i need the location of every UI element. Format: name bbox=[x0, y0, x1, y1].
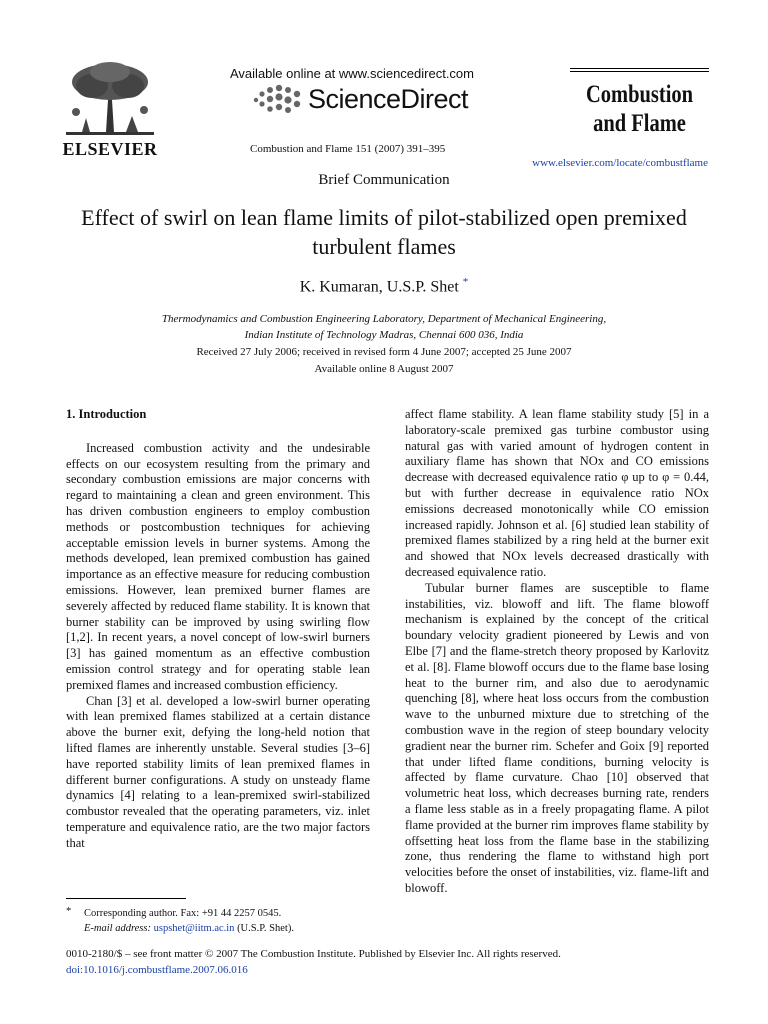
footnote-fax: Corresponding author. Fax: +91 44 2257 0545. bbox=[84, 908, 282, 919]
corresponding-author-link[interactable]: * bbox=[462, 276, 469, 288]
email-suffix: (U.S.P. Shet). bbox=[237, 923, 294, 934]
journal-name bbox=[583, 80, 697, 138]
article-title: Effect of swirl on lean flame limits of pilot-stabilized open premixed turbulent flames bbox=[81, 205, 687, 259]
available-online-text: Available online at www.sciencedirect.com bbox=[230, 66, 474, 81]
footnote-divider bbox=[66, 898, 186, 899]
front-matter-footer bbox=[66, 946, 561, 978]
paragraph: affect flame stability. A lean flame stability study [5] in a laboratory-scale premixed gas turbine combustor using natural gas with varied amount of hydrogen content in auxiliary flame has shown that NOx and CO emissions decrease with decreased equivalence ratio φ up to φ = 0.44, but with further decrease in equivalence ratio NOx emissions decreased monotonically while CO emission increased rapidly. Johnson et al. [6] studied lean stability of premixed flames stabilized by a ring held at the burner exit and showed that NOx levels decreased drastically with decreased equivalence ratio. bbox=[405, 407, 709, 579]
body-column-left bbox=[66, 407, 370, 852]
email-label: E-mail address: bbox=[84, 923, 151, 934]
body-column-right bbox=[405, 407, 709, 897]
elsevier-wordmark: ELSEVIER bbox=[62, 139, 158, 159]
available-online-date: Available online 8 August 2007 bbox=[314, 363, 454, 375]
affiliation-line1: Thermodynamics and Combustion Engineering Laboratory, Department of Mechanical Engineering, bbox=[161, 313, 607, 325]
copyright-line: 0010-2180/$ – see front matter © 2007 The Combustion Institute. Published by Elsevier Inc. All rights reserved. bbox=[66, 948, 561, 960]
affiliation bbox=[60, 311, 708, 343]
affiliation-line2: Indian Institute of Technology Madras, Chennai 600 036, India bbox=[244, 329, 524, 341]
masthead-rule-top bbox=[570, 68, 709, 69]
footnote bbox=[66, 906, 366, 936]
footnote-email-line bbox=[84, 921, 366, 936]
email-link[interactable]: uspshet@iitm.ac.in bbox=[153, 923, 235, 934]
paragraph: Tubular burner flames are susceptible to flame instabilities, viz. blowoff and lift. The flame blowoff mechanism is explained by the concept of the critical boundary velocity gradient pioneered by Lewis and von Elbe [7] and the flame-stretch theory proposed by Karlovitz et al. [8]. Flame blowoff occurs due to the flame base losing heat to the burner rim, and also due to aerodynamic quenching [8], where heat loss occurs from the combustion wave to the unburned mixture due to stretching of the combustion wave in the region of steep boundary velocity gradient near the burner rim. Schefer and Goix [9] reported that under lifted flame conditions, burning velocity is affected by flame curvature. Chao [10] observed that volumetric heat loss, which decreases burning rate, renders a flame less stable as in a freely propagating flame. A pilot flame provided at the burner rim improves flame stability by offsetting heat loss from the flame base in the stabilizing zone, thus rendering the flame to withstand high port velocities before the onset of instabilities, viz. flame-lift and blowoff. bbox=[405, 580, 709, 895]
doi-link[interactable]: doi:10.1016/j.combustflame.2007.06.016 bbox=[66, 964, 248, 976]
journal-citation: Combustion and Flame 151 (2007) 391–395 bbox=[250, 143, 446, 155]
elsevier-tree-icon bbox=[62, 60, 158, 138]
masthead-rule-top-2 bbox=[570, 71, 709, 72]
author-list bbox=[0, 276, 768, 296]
paragraph: Increased combustion activity and the undesirable effects on our ecosystem resulting from the primary and secondary combustion emissions are major concerns with regard to maintaining a clean and green environment. This has driven combustion engineers to employ combustion methods or postcombustion techniques for achieving acceptable emission levels in burner systems. Among the methods developed, lean premixed combustion has gained importance as an effective measure for reducing combustion emissions. However, lean premixed burner flames are severely affected by reduced flame stability. It is known that burner stability can be improved by using swirling flow [1,2]. In recent years, a novel concept of low-swirl burners [3] has gained momentum as an effective combustion emission control strategy and for operating stable lean premixed flames and increased combustion efficiency. bbox=[66, 440, 370, 692]
journal-masthead bbox=[570, 68, 709, 138]
journal-homepage-link[interactable]: www.elsevier.com/locate/combustflame bbox=[532, 157, 708, 169]
authors-text: K. Kumaran, U.S.P. Shet bbox=[299, 278, 459, 296]
journal-name-line2: and Flame bbox=[593, 110, 686, 137]
article-type: Brief Communication bbox=[318, 172, 450, 188]
journal-name-line1: Combustion bbox=[585, 81, 694, 108]
paragraph: Chan [3] et al. developed a low-swirl burner operating with lean premixed flames stabilized at a certain distance above the burner exit, defying the long-held notion that lifted flames are inherently unstable. Several studies [3–6] have reported stability limits of lean premixed flames in different burner configurations. A study on unsteady flame dynamics [4] relating to a lean-premixed swirl-stabilized combustor revealed that the operating parameters, viz. inlet temperature and equivalence ratio, are the two major factors that bbox=[66, 693, 370, 850]
sciencedirect-dots-icon bbox=[250, 82, 306, 118]
sciencedirect-wordmark: ScienceDirect bbox=[308, 84, 469, 114]
received-dates: Received 27 July 2006; received in revised form 4 June 2007; accepted 25 June 2007 bbox=[196, 346, 572, 358]
footnote-mark: * bbox=[66, 906, 72, 917]
elsevier-logo bbox=[62, 60, 158, 159]
sciencedirect-logo[interactable] bbox=[250, 82, 469, 123]
section-heading: 1. Introduction bbox=[66, 407, 147, 421]
